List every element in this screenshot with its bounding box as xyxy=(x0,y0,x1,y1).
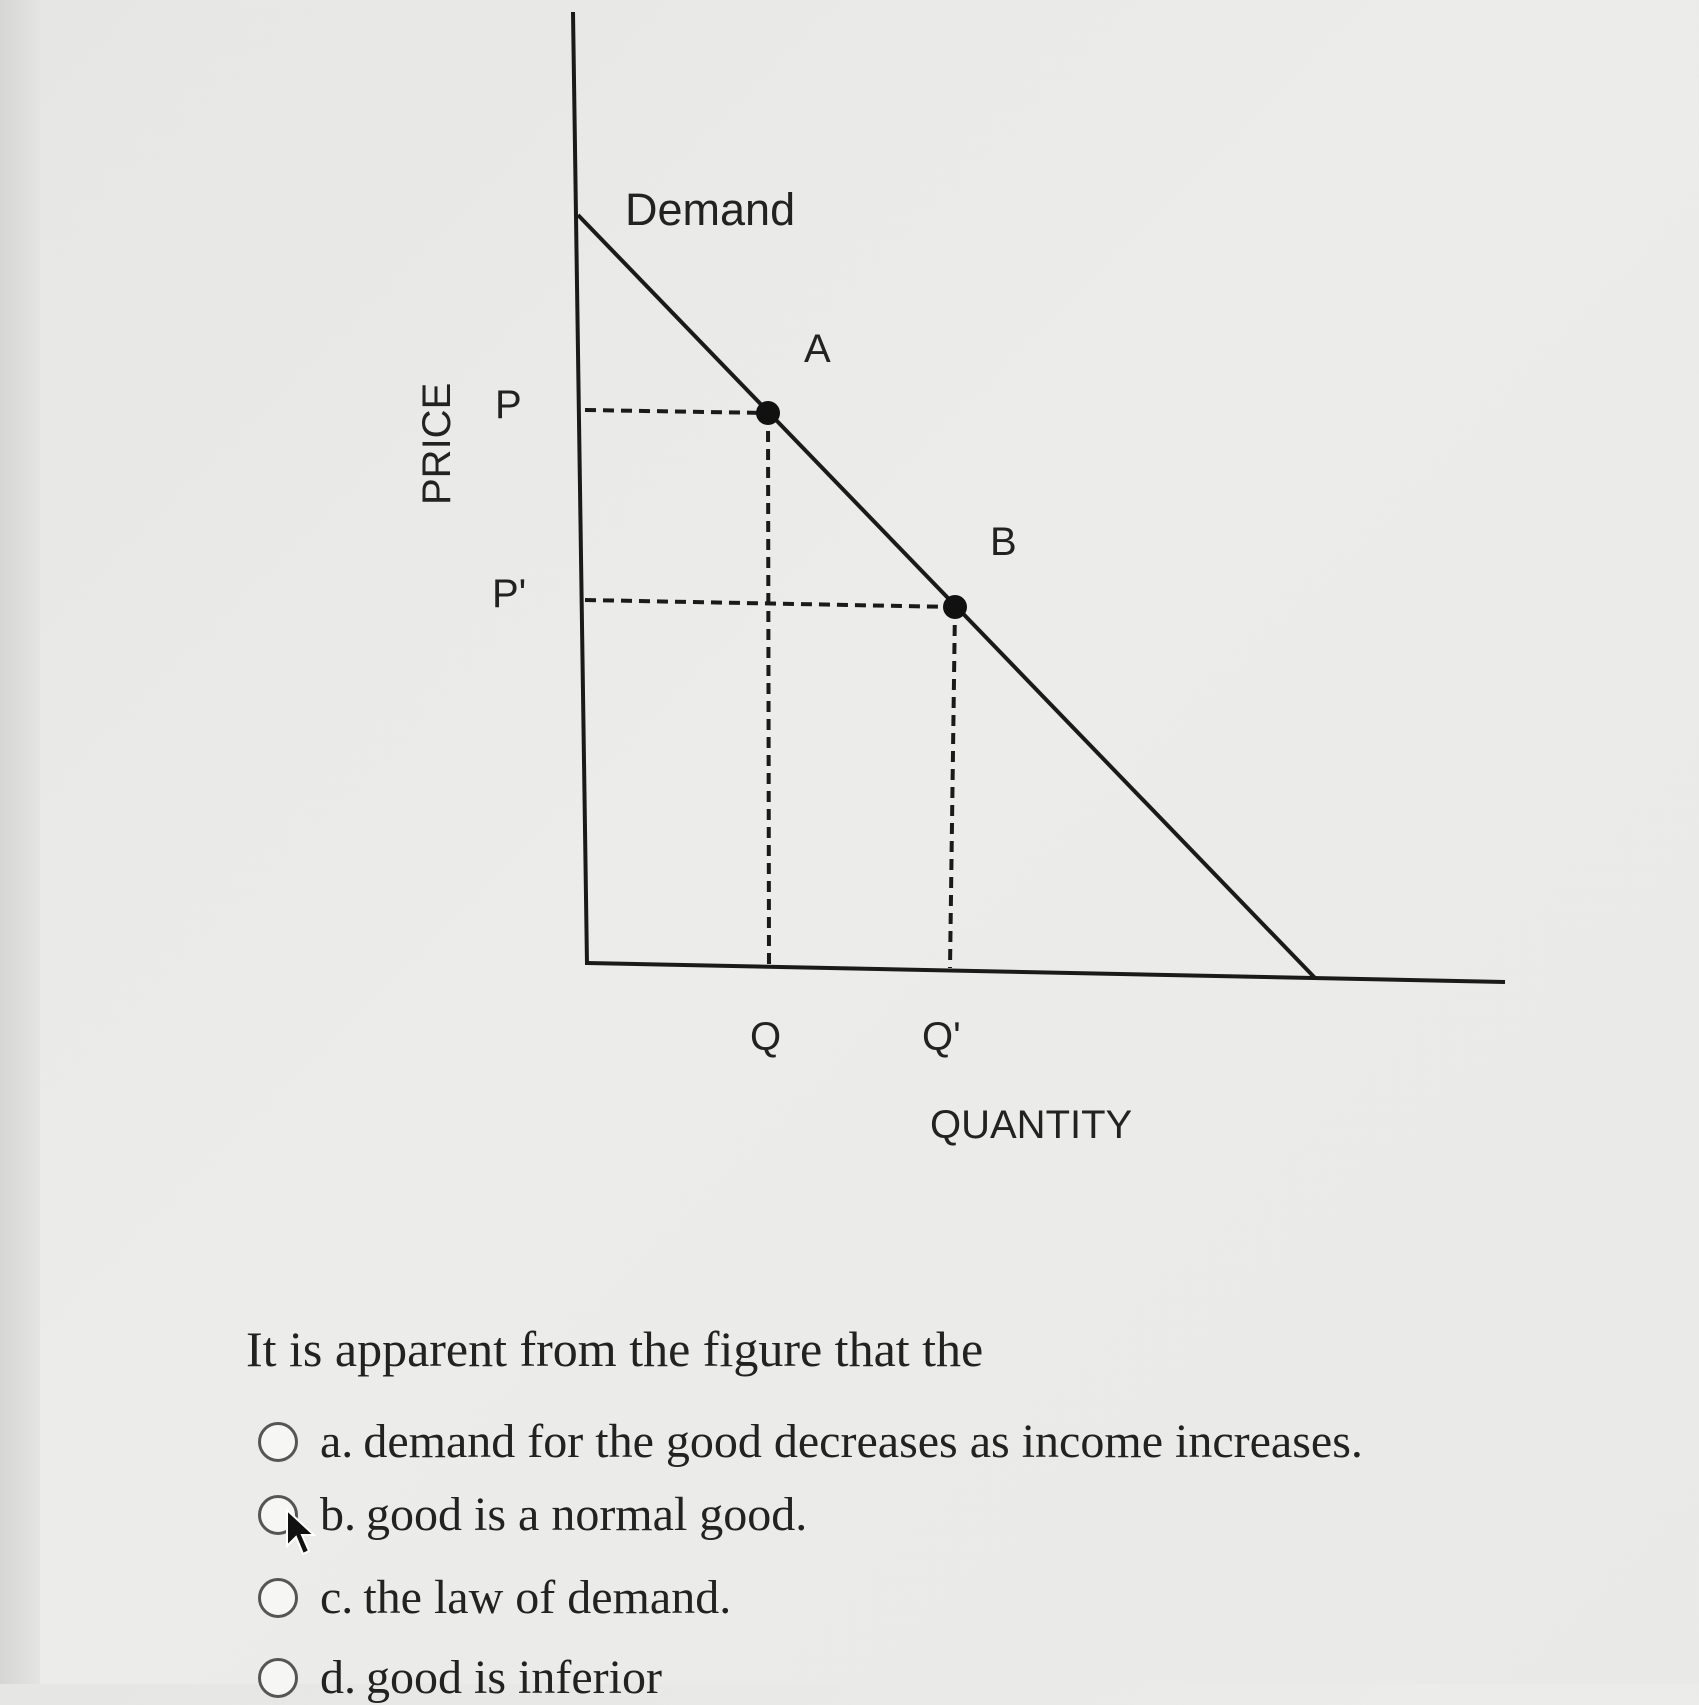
point-a xyxy=(756,401,780,425)
qty-q-label: Q xyxy=(750,1015,782,1059)
qty-q-prime-label: Q' xyxy=(922,1015,961,1059)
option-d-letter: d. xyxy=(320,1651,356,1704)
option-c[interactable] xyxy=(258,1570,731,1625)
point-a-label: A xyxy=(804,327,831,371)
x-axis xyxy=(587,963,1505,982)
option-d[interactable] xyxy=(258,1650,662,1705)
y-axis xyxy=(573,12,587,965)
price-p-label: P xyxy=(495,383,522,427)
demand-curve xyxy=(578,215,1315,978)
guide-qty-q-prime xyxy=(950,607,955,968)
point-b-label: B xyxy=(990,520,1017,564)
point-b xyxy=(943,595,967,619)
x-axis-label: QUANTITY xyxy=(930,1103,1133,1147)
option-a-text: demand for the good decreases as income increases. xyxy=(363,1415,1363,1468)
option-a-letter: a. xyxy=(320,1415,354,1468)
option-b-letter: b. xyxy=(320,1488,356,1541)
mouse-pointer-icon xyxy=(285,1508,317,1558)
question-prompt: It is apparent from the figure that the xyxy=(246,1321,984,1377)
option-b[interactable] xyxy=(258,1487,807,1542)
y-axis-label: PRICE xyxy=(415,382,459,505)
option-c-letter: c. xyxy=(320,1571,354,1624)
radio-button-a[interactable] xyxy=(258,1422,298,1462)
guide-price-p xyxy=(585,410,768,413)
option-b-text: good is a normal good. xyxy=(366,1488,808,1541)
option-d-text: good is inferior xyxy=(366,1651,662,1704)
option-a[interactable] xyxy=(258,1414,1363,1469)
guide-qty-q xyxy=(768,413,769,965)
radio-button-d[interactable] xyxy=(258,1658,298,1698)
demand-label: Demand xyxy=(625,184,796,235)
price-p-prime-label: P' xyxy=(492,572,527,616)
radio-button-c[interactable] xyxy=(258,1578,298,1618)
option-c-text: the law of demand. xyxy=(363,1571,732,1624)
